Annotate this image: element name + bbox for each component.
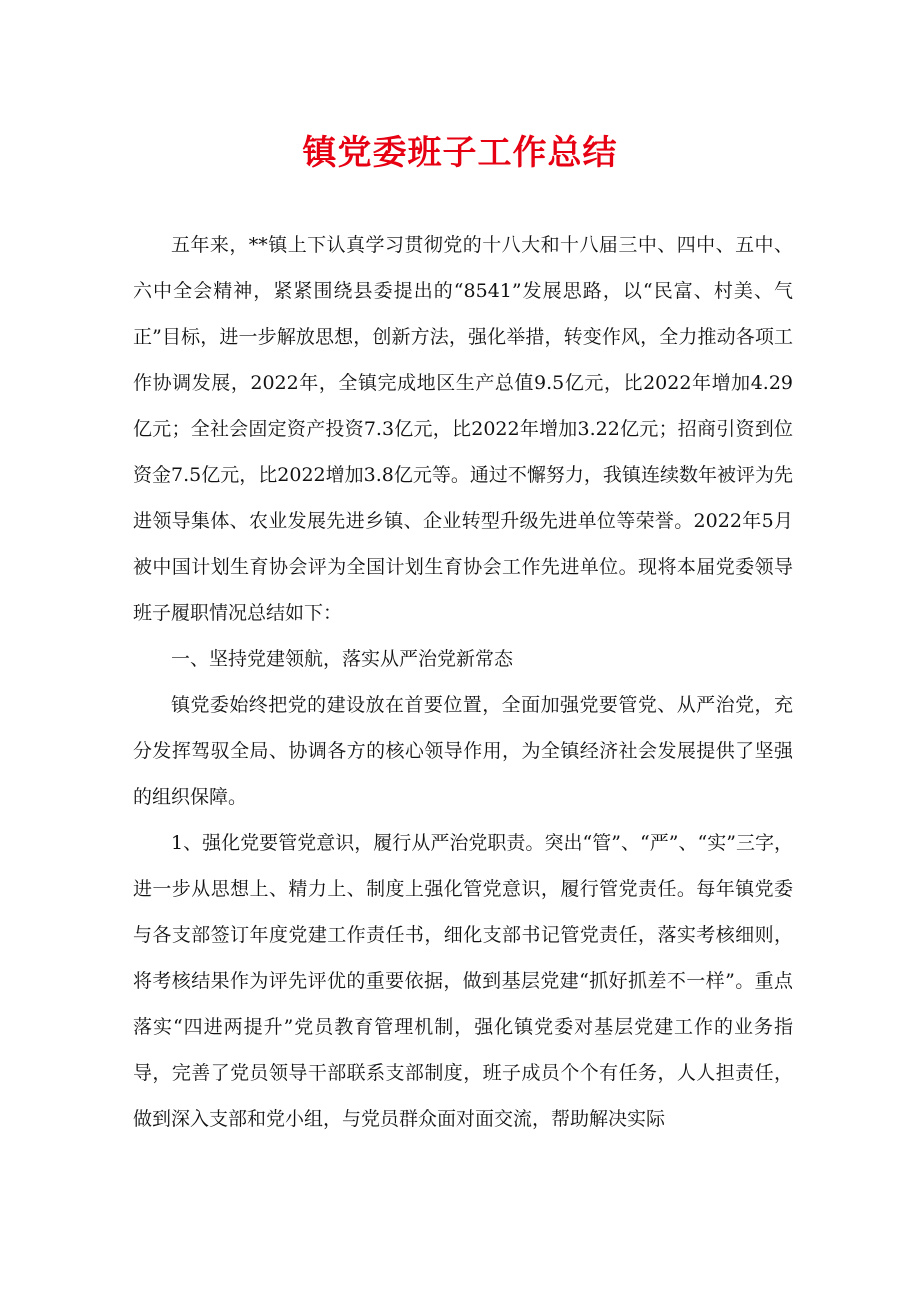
document-title: 镇党委班子工作总结 [302, 133, 618, 173]
section-paragraph: 镇党委始终把党的建设放在首要位置，全面加强党要管党、从严治党，充分发挥驾驭全局、协调各方的核心领导作用，为全镇经济社会发展提供了坚强的组织保障。 [133, 694, 793, 808]
section-heading: 一、坚持党建领航，落实从严治党新常态 [171, 648, 514, 670]
document-body [133, 222, 793, 1142]
intro-paragraph: 五年来，**镇上下认真学习贯彻党的十八大和十八届三中、四中、五中、六中全会精神，紧紧围绕县委提出的“8541”发展思路，以“民富、村美、气正”目标，进一步解放思想，创新方法，强化举措，转变作风，全力推动各项工作协调发展，2022年，全镇完成地区生产总值9.5亿元，比2022年增加4.29亿元；全社会固定资产投资7.3亿元，比2022年增加3.22亿元；招商引资到位资金7.5亿元，比2022增加3.8亿元等。通过不懈努力，我镇连续数年被评为先进领导集体、农业发展先进乡镇、企业转型升级先进单位等荣誉。2022年5月被中国计划生育协会评为全国计划生育协会工作先进单位。现将本届党委领导班子履职情况总结如下： [133, 234, 793, 624]
item-paragraph: 1、强化党要管党意识，履行从严治党职责。突出“管”、“严”、“实”三字，进一步从思想上、精力上、制度上强化管党意识，履行管党责任。每年镇党委与各支部签订年度党建工作责任书，细化支部书记管党责任，落实考核细则，将考核结果作为评先评优的重要依据，做到基层党建“抓好抓差不一样”。重点落实“四进两提升”党员教育管理机制，强化镇党委对基层党建工作的业务指导，完善了党员领导干部联系支部制度，班子成员个个有任务，人人担责任，做到深入支部和党小组，与党员群众面对面交流，帮助解决实际 [133, 832, 793, 1130]
